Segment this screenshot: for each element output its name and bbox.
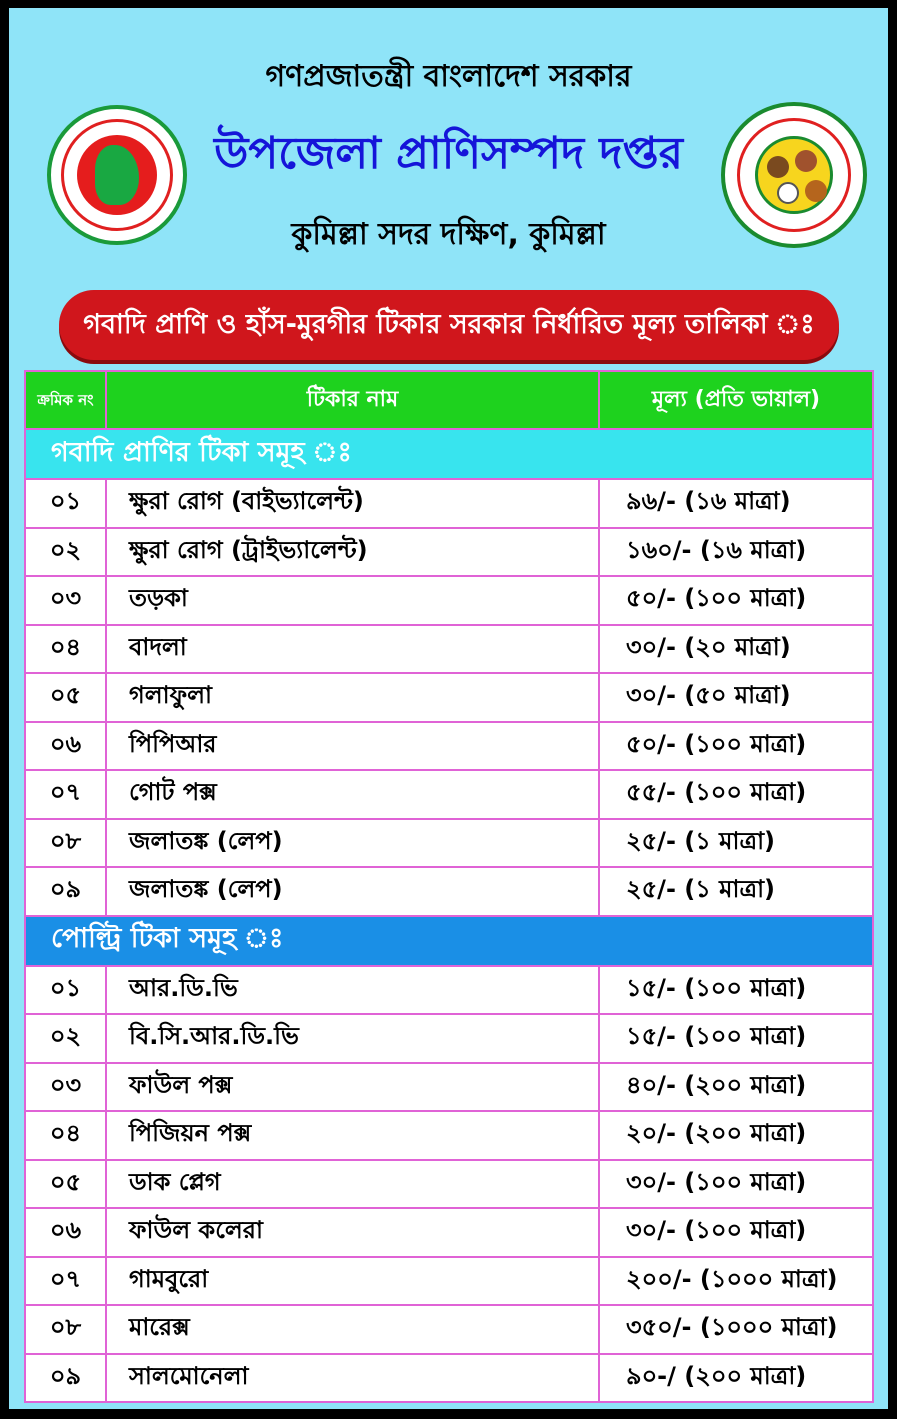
government-seal-icon (47, 105, 187, 245)
header-vaccine-name: টিকার নাম (106, 371, 599, 429)
row-vaccine-name: তড়কা (106, 576, 599, 625)
row-vaccine-name: ফাউল পক্স (106, 1063, 599, 1112)
row-serial: ০৬ (25, 722, 106, 771)
table-row (25, 722, 873, 771)
row-vaccine-name: জলাতঙ্ক (লেপ) (106, 867, 599, 916)
poster (9, 8, 888, 1409)
section-header-poultry (25, 916, 873, 966)
section-title: পোল্ট্রি টিকা সমূহ ঃ (25, 916, 873, 966)
row-price: ৩০/- (২০ মাত্রা) (599, 625, 873, 674)
livestock-department-seal-icon (721, 102, 867, 248)
row-price: ২০/- (২০০ মাত্রা) (599, 1111, 873, 1160)
row-price: ২০০/- (১০০০ মাত্রা) (599, 1257, 873, 1306)
row-vaccine-name: আর.ডি.ভি (106, 966, 599, 1015)
table-row (25, 1208, 873, 1257)
price-list-banner: গবাদি প্রাণি ও হাঁস-মুরগীর টিকার সরকার নির্ধারিত মূল্য তালিকা ঃ (59, 290, 839, 360)
row-vaccine-name: ফাউল কলেরা (106, 1208, 599, 1257)
table-row (25, 867, 873, 916)
row-vaccine-name: মারেক্স (106, 1305, 599, 1354)
row-vaccine-name: বাদলা (106, 625, 599, 674)
table-row (25, 1354, 873, 1403)
row-serial: ০১ (25, 479, 106, 528)
row-vaccine-name: জলাতঙ্ক (লেপ) (106, 819, 599, 868)
row-vaccine-name: পিপিআর (106, 722, 599, 771)
row-price: ৩৫০/- (১০০০ মাত্রা) (599, 1305, 873, 1354)
row-vaccine-name: পিজিয়ন পক্স (106, 1111, 599, 1160)
table-row (25, 770, 873, 819)
row-serial: ০৪ (25, 625, 106, 674)
row-serial: ০৫ (25, 673, 106, 722)
row-serial: ০৮ (25, 1305, 106, 1354)
office-location: কুমিল্লা সদর দক্ষিণ, কুমিল্লা (291, 217, 606, 252)
row-price: ৪০/- (২০০ মাত্রা) (599, 1063, 873, 1112)
row-price: ৯৬/- (১৬ মাত্রা) (599, 479, 873, 528)
table-row (25, 1111, 873, 1160)
office-title: উপজেলা প্রাণিসম্পদ দপ্তর (214, 128, 683, 179)
row-serial: ০৭ (25, 770, 106, 819)
row-price: ৩০/- (৫০ মাত্রা) (599, 673, 873, 722)
row-serial: ০৮ (25, 819, 106, 868)
table-row (25, 1160, 873, 1209)
row-vaccine-name: গামবুরো (106, 1257, 599, 1306)
header-price: মূল্য (প্রতি ভায়াল) (599, 371, 873, 429)
row-price: ১৬০/- (১৬ মাত্রা) (599, 528, 873, 577)
row-serial: ০৪ (25, 1111, 106, 1160)
table-row (25, 819, 873, 868)
row-price: ৩০/- (১০০ মাত্রা) (599, 1208, 873, 1257)
row-vaccine-name: গলাফুলা (106, 673, 599, 722)
row-price: ৩০/- (১০০ মাত্রা) (599, 1160, 873, 1209)
row-serial: ০৩ (25, 576, 106, 625)
row-price: ১৫/- (১০০ মাত্রা) (599, 966, 873, 1015)
table-header-row (25, 371, 873, 429)
row-price: ৯০-/ (২০০ মাত্রা) (599, 1354, 873, 1403)
table-row (25, 966, 873, 1015)
table-row (25, 528, 873, 577)
row-price: ২৫/- (১ মাত্রা) (599, 819, 873, 868)
row-vaccine-name: ক্ষুরা রোগ (ট্রাইভ্যালেন্ট) (106, 528, 599, 577)
table-row (25, 625, 873, 674)
row-serial: ০২ (25, 1014, 106, 1063)
row-price: ২৫/- (১ মাত্রা) (599, 867, 873, 916)
row-vaccine-name: সালমোনেলা (106, 1354, 599, 1403)
row-price: ৫৫/- (১০০ মাত্রা) (599, 770, 873, 819)
row-serial: ০৯ (25, 1354, 106, 1403)
row-serial: ০৬ (25, 1208, 106, 1257)
vaccine-price-table (24, 370, 874, 1403)
table-row (25, 1063, 873, 1112)
row-serial: ০২ (25, 528, 106, 577)
table-row (25, 1305, 873, 1354)
section-title: গবাদি প্রাণির টিকা সমূহ ঃ (25, 429, 873, 479)
table-row (25, 1257, 873, 1306)
row-vaccine-name: বি.সি.আর.ডি.ভি (106, 1014, 599, 1063)
row-price: ১৫/- (১০০ মাত্রা) (599, 1014, 873, 1063)
row-serial: ০৭ (25, 1257, 106, 1306)
table-row (25, 673, 873, 722)
row-serial: ০৫ (25, 1160, 106, 1209)
row-price: ৫০/- (১০০ মাত্রা) (599, 722, 873, 771)
header-serial: ক্রমিক নং (25, 371, 106, 429)
row-vaccine-name: গোট পক্স (106, 770, 599, 819)
row-serial: ০৯ (25, 867, 106, 916)
section-header-livestock (25, 429, 873, 479)
government-title: গণপ্রজাতন্ত্রী বাংলাদেশ সরকার (265, 59, 632, 94)
row-serial: ০৩ (25, 1063, 106, 1112)
table-row (25, 1014, 873, 1063)
row-price: ৫০/- (১০০ মাত্রা) (599, 576, 873, 625)
row-vaccine-name: ক্ষুরা রোগ (বাইভ্যালেন্ট) (106, 479, 599, 528)
table-row (25, 576, 873, 625)
row-vaccine-name: ডাক প্লেগ (106, 1160, 599, 1209)
table-row (25, 479, 873, 528)
row-serial: ০১ (25, 966, 106, 1015)
